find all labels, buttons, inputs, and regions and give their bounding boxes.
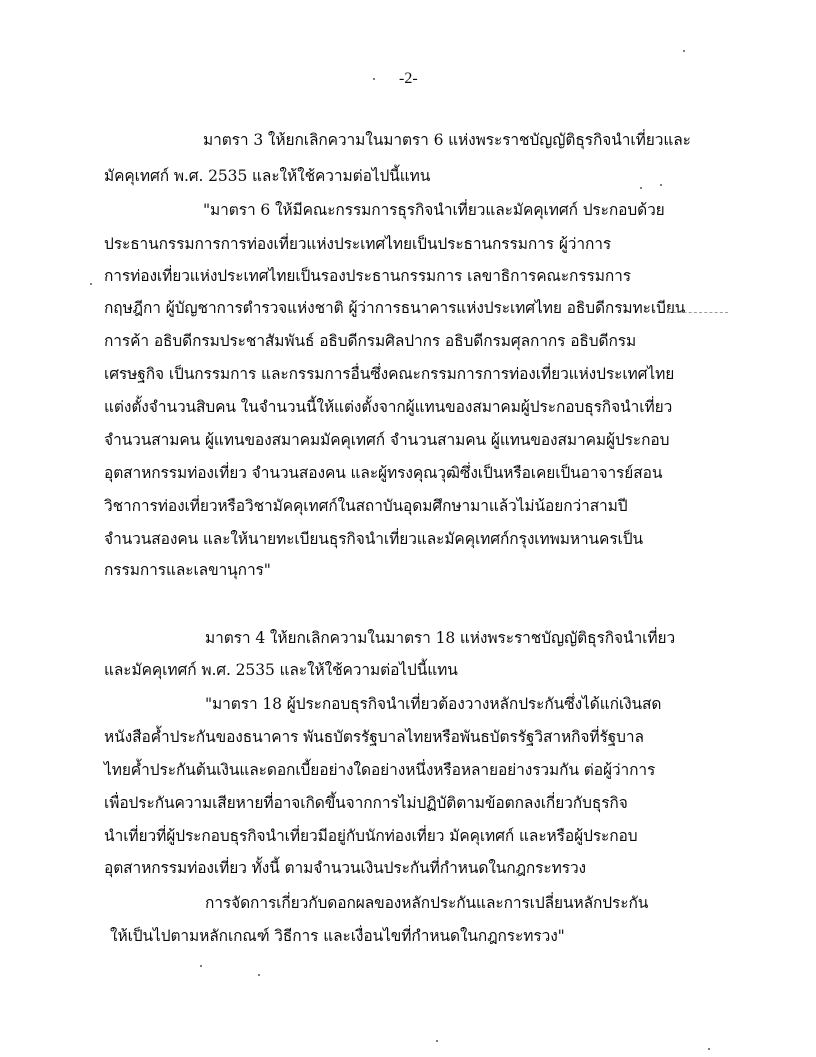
section-3-line: ประธานกรรมการการท่องเที่ยวแห่งประเทศไทยเป็นประธานกรรมการ ผู้ว่าการ bbox=[104, 235, 612, 253]
scan-speck bbox=[200, 965, 202, 967]
section-3-line: เศรษฐกิจ เป็นกรรมการ และกรรมการอื่นซึ่งคณะกรรมการการท่องเที่ยวแห่งประเทศไทย bbox=[104, 365, 675, 383]
section-4-line: ให้เป็นไปตามหลักเกณฑ์ วิธีการ และเงื่อนไขที่กำหนดในกฎกระทรวง" bbox=[110, 927, 565, 945]
section-4-line: มาตรา 4 ให้ยกเลิกความในมาตรา 18 แห่งพระราชบัญญัติธุรกิจนำเที่ยว bbox=[205, 629, 676, 647]
section-4-line: และมัคคุเทศก์ พ.ศ. 2535 และให้ใช้ความต่อไปนี้แทน bbox=[104, 661, 458, 679]
scan-speck bbox=[90, 283, 92, 285]
scan-speck bbox=[708, 1048, 710, 1050]
section-3-line: กฤษฎีกา ผู้บัญชาการตำรวจแห่งชาติ ผู้ว่าการธนาคารแห่งประเทศไทย อธิบดีกรมทะเบียน bbox=[104, 299, 686, 317]
section-3-line: กรรมการและเลขานุการ" bbox=[104, 561, 271, 579]
section-3-line: การท่องเที่ยวแห่งประเทศไทยเป็นรองประธานกรรมการ เลขาธิการคณะกรรมการ bbox=[104, 267, 632, 285]
scan-speck bbox=[640, 187, 642, 189]
section-4-line: อุตสาหกรรมท่องเที่ยว ทั้งนี้ ตามจำนวนเงินประกันที่กำหนดในกฎกระทรวง bbox=[104, 859, 587, 877]
section-4-line: ไทยค้ำประกันต้นเงินและดอกเบี้ยอย่างใดอย่างหนึ่งหรือหลายอย่างรวมกัน ต่อผู้ว่าการ bbox=[104, 761, 656, 779]
section-4-line: เพื่อประกันความเสียหายที่อาจเกิดขึ้นจากการไม่ปฏิบัติตามข้อตกลงเกี่ยวกับธุรกิจ bbox=[104, 794, 628, 812]
section-4-line: นำเที่ยวที่ผู้ประกอบธุรกิจนำเที่ยวมีอยู่กับนักท่องเที่ยว มัคคุเทศก์ และหรือผู้ประกอบ bbox=[104, 827, 638, 845]
section-3-line: จำนวนสามคน ผู้แทนของสมาคมมัคคุเทศก์ จำนวนสามคน ผู้แทนของสมาคมผู้ประกอบ bbox=[104, 431, 670, 449]
section-3-line: จำนวนสองคน และให้นายทะเบียนธุรกิจนำเที่ยวและมัคคุเทศก์กรุงเทพมหานครเป็น bbox=[104, 530, 643, 548]
scan-speck bbox=[373, 78, 375, 80]
section-3-line: การค้า อธิบดีกรมประชาสัมพันธ์ อธิบดีกรมศิลปากร อธิบดีกรมศุลกากร อธิบดีกรม bbox=[104, 332, 637, 350]
scan-artifact-dash bbox=[668, 312, 728, 314]
section-3-line: มาตรา 3 ให้ยกเลิกความในมาตรา 6 แห่งพระราชบัญญัติธุรกิจนำเที่ยวและ bbox=[203, 131, 691, 149]
section-4-line: "มาตรา 18 ผู้ประกอบธุรกิจนำเที่ยวต้องวางหลักประกันซึ่งได้แก่เงินสด bbox=[205, 695, 662, 713]
section-3-line: แต่งตั้งจำนวนสิบคน ในจำนวนนี้ให้แต่งตั้งจากผู้แทนของสมาคมผู้ประกอบธุรกิจนำเที่ยว bbox=[104, 398, 673, 416]
section-4-line: การจัดการเกี่ยวกับดอกผลของหลักประกันและการเปลี่ยนหลักประกัน bbox=[205, 894, 649, 912]
scan-speck bbox=[258, 974, 260, 976]
section-3-line: "มาตรา 6 ให้มีคณะกรรมการธุรกิจนำเที่ยวและมัคคุเทศก์ ประกอบด้วย bbox=[203, 201, 665, 219]
page-number: -2- bbox=[399, 70, 418, 87]
section-3-line: มัคคุเทศก์ พ.ศ. 2535 และให้ใช้ความต่อไปนี้แทน bbox=[104, 167, 431, 185]
scan-speck bbox=[660, 184, 662, 186]
scan-speck bbox=[436, 1040, 438, 1042]
section-3-line: วิชาการท่องเที่ยวหรือวิชามัคคุเทศก์ในสถาบันอุดมศึกษามาแล้วไม่น้อยกว่าสามปี bbox=[104, 497, 628, 515]
section-3-line: อุตสาหกรรมท่องเที่ยว จำนวนสองคน และผู้ทรงคุณวุฒิซึ่งเป็นหรือเคยเป็นอาจารย์สอน bbox=[104, 464, 663, 482]
section-4-line: หนังสือค้ำประกันของธนาคาร พันธบัตรรัฐบาลไทยหรือพันธบัตรรัฐวิสาหกิจที่รัฐบาล bbox=[104, 728, 644, 746]
scan-speck bbox=[683, 50, 685, 52]
